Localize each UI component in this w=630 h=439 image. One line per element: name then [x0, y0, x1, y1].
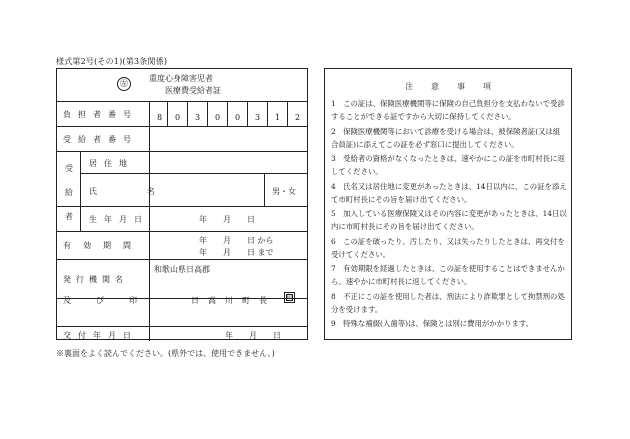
note-item: 3 受給者の資格がなくなったときは、速やかにこの証を市町村長に返してください。 [331, 154, 565, 176]
recipient-group-label: 受給者 [65, 164, 73, 221]
column-divider [149, 326, 150, 341]
digit-divider [207, 101, 208, 126]
burden-number-digit: 0 [234, 113, 241, 122]
column-divider [80, 151, 81, 231]
row-divider [57, 326, 307, 327]
row-divider [57, 231, 307, 232]
row-divider [57, 206, 307, 207]
row-divider [80, 173, 307, 174]
official-seal-char: 印 [286, 294, 293, 301]
name-label: 氏名 [89, 187, 205, 196]
recipient-certificate-card [56, 68, 308, 340]
digit-divider [187, 101, 188, 126]
recipient-number-label: 受給者番号 [63, 135, 138, 144]
birthdate-value: 年 月 日 [199, 215, 255, 224]
burden-number-digit: 0 [174, 113, 181, 122]
sex-selector: 男・女 [272, 187, 296, 196]
column-divider [149, 101, 150, 151]
notes-panel [324, 68, 572, 340]
footnote: ※裏面をよく読んでください。(県外では、使用できません。) [56, 349, 275, 358]
burden-number-digit: 1 [274, 113, 281, 122]
issuer-prefecture: 和歌山県日高郡 [154, 265, 210, 274]
row-divider [57, 101, 307, 102]
certificate-title-line2: 医療費受給者証 [165, 86, 221, 95]
issuer-label-line1: 発行機関名 [63, 275, 128, 284]
digit-divider [167, 101, 168, 126]
birthdate-label: 生年月日 [89, 215, 149, 224]
burden-number-digit: 0 [214, 113, 221, 122]
address-label: 居住地 [89, 159, 134, 168]
validity-label: 有効期間 [63, 241, 143, 250]
issue-date-value: 年 月 日 [225, 331, 281, 340]
note-item: 7 有効期限を経過したときは、この証を使用することはできませんから、速やかに市町村長に返してください。 [331, 264, 565, 286]
official-seal-icon [284, 292, 295, 303]
note-item: 2 保険医療機関等において診療を受ける場合は、被保険者証(又は組合員証)に添えてこの証を必ず窓口に提出してください。 [331, 126, 561, 149]
notes-list [331, 97, 567, 332]
issue-date-label: 交付年月日 [63, 331, 138, 340]
note-item: 8 不正にこの証を使用した者は、刑法により詐欺罪として拘禁刑の処分を受けます。 [331, 291, 565, 314]
note-item: 4 氏名又は居住地に変更があったときは、14日以内に、この証を添えて市町村長にその旨を届け出てください。 [331, 181, 567, 204]
column-divider [264, 173, 265, 206]
note-item: 1 この証は、保険医療機関等に保険の自己負担分を支払わないで受診することができる証ですから大切に保持してください。 [331, 99, 565, 121]
seal-icon: ㊧ [117, 77, 131, 91]
digit-divider [247, 101, 248, 126]
digit-divider [267, 101, 268, 126]
issuer-label-line2: 及び印 [63, 296, 162, 305]
certificate-title-line1: 重度心身障害児者 [149, 74, 213, 83]
row-divider [57, 126, 307, 127]
note-item: 5 加入している医療保険又はその内容に変更があったときは、14日以内に市町村長にその旨を届け出てください。 [331, 209, 567, 231]
burden-number-label: 負担者番号 [63, 110, 138, 119]
burden-number-digit: 8 [156, 113, 163, 122]
digit-divider [287, 101, 288, 126]
row-divider [57, 151, 307, 152]
note-item: 9 特殊な補綴(入歯等)は、保険とは別に費用がかかります。 [331, 319, 534, 328]
validity-to: 年 月 日 まで [199, 248, 274, 257]
form-number-label: 様式第2号(その1)(第3条関係) [56, 57, 168, 66]
burden-number-digit: 3 [194, 113, 201, 122]
note-item: 6 この証を破ったり、汚したり、又は失ったりしたときは、再交付を受けてください。 [331, 236, 565, 259]
burden-number-digit: 2 [294, 113, 301, 122]
digit-divider [227, 101, 228, 126]
issuer-mayor: 日高川町長 [191, 296, 276, 305]
validity-from: 年 月 日 から [199, 236, 274, 245]
certificate-header [57, 69, 307, 101]
notes-title: 注意事項 [405, 82, 509, 91]
burden-number-digit: 3 [254, 113, 261, 122]
row-divider [57, 259, 307, 260]
